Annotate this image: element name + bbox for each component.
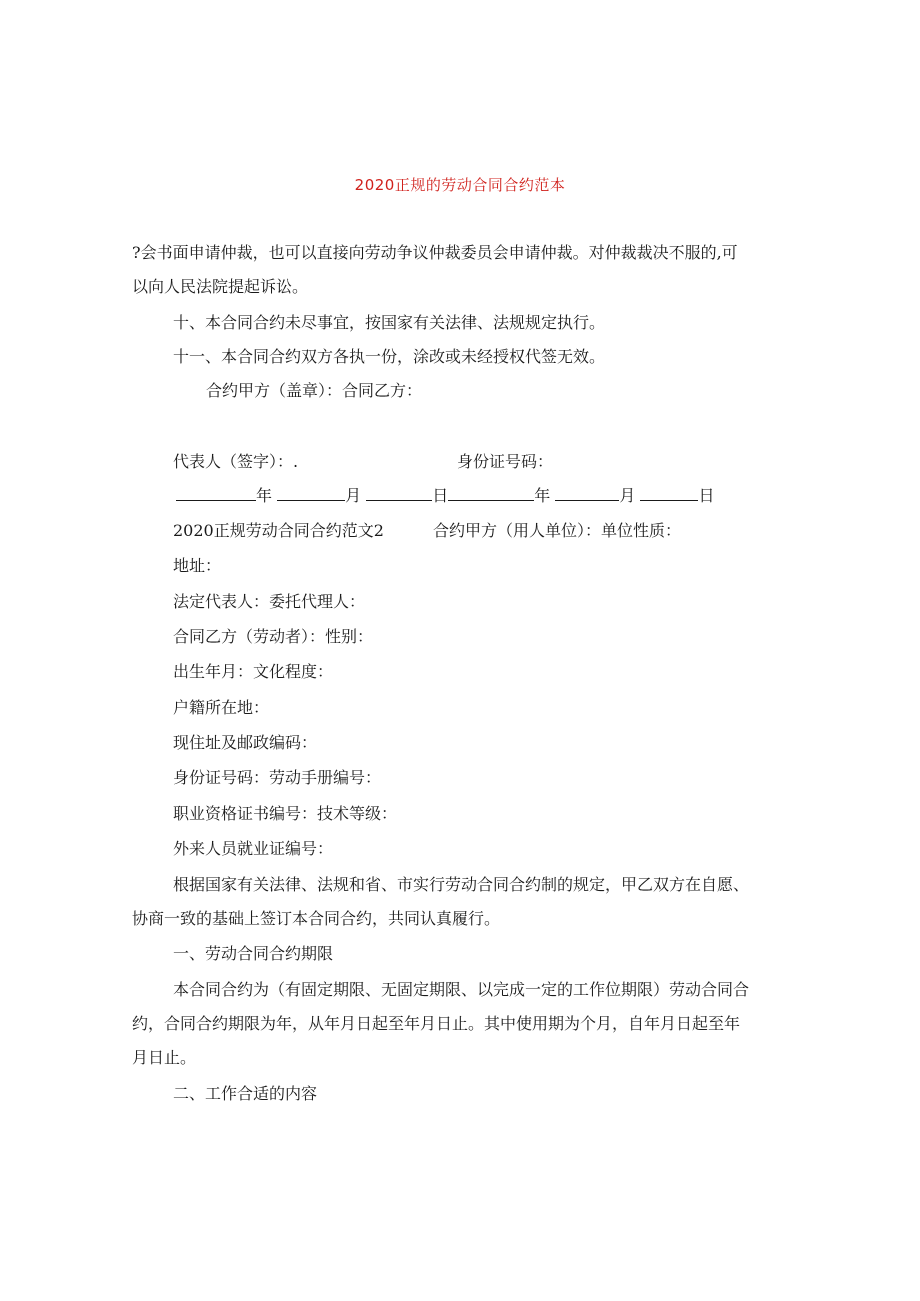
- year-blank-1: [176, 486, 256, 501]
- template-2-title: 2020正规劳动合同合约范文2: [173, 521, 384, 540]
- clause-10: 十、本合同合约未尽事宜，按国家有关法律、法规规定执行。: [173, 313, 606, 332]
- household-registration-field: 户籍所在地：: [173, 698, 270, 717]
- date-fill-line: [176, 486, 714, 506]
- legal-representative-field: 法定代表人：委托代理人：: [173, 592, 366, 611]
- term-paragraph-line-1: 本合同合约为（有固定期限、无固定期限、以完成一定的工作位期限）劳动合同合: [173, 980, 750, 999]
- arbitration-paragraph-line-1: ?会书面申请仲裁，也可以直接向劳动争议仲裁委员会申请仲裁。对仲裁裁决不服的,可: [132, 243, 738, 262]
- term-paragraph-line-3: 月日止。: [132, 1048, 197, 1067]
- section-2-heading: 二、工作合适的内容: [173, 1084, 318, 1103]
- clause-11: 十一、本合同合约双方各执一份，涂改或未经授权代签无效。: [173, 347, 606, 366]
- id-number-label: 身份证号码：: [457, 452, 554, 471]
- certificate-level-field: 职业资格证书编号：技术等级：: [173, 804, 398, 823]
- document-title: 2020正规的劳动合同合约范本: [354, 176, 566, 194]
- migrant-permit-field: 外来人员就业证编号：: [173, 839, 334, 858]
- basis-paragraph-line-1: 根据国家有关法律、法规和省、市实行劳动合同合约制的规定，甲乙双方在自愿、: [173, 875, 750, 894]
- template-2-party-a: 合约甲方（用人单位）：单位性质：: [433, 521, 682, 540]
- birth-education-field: 出生年月：文化程度：: [173, 662, 334, 681]
- id-labor-book-field: 身份证号码：劳动手册编号：: [173, 768, 382, 787]
- section-1-heading: 一、劳动合同合约期限: [173, 944, 334, 963]
- year-blank-2: [448, 486, 534, 501]
- year-label-1: 年: [256, 486, 273, 505]
- day-label-1: 日: [432, 486, 449, 505]
- term-paragraph-line-2: 约，合同合约期限为年，从年月日起至年月日止。其中使用期为个月，自年月日起至年: [132, 1014, 741, 1033]
- month-label-1: 月: [345, 486, 362, 505]
- month-blank-2: [555, 486, 619, 501]
- current-address-field: 现住址及邮政编码：: [173, 733, 318, 752]
- arbitration-paragraph-line-2: 以向人民法院提起诉讼。: [132, 277, 309, 296]
- basis-paragraph-line-2: 协商一致的基础上签订本合同合约，共同认真履行。: [132, 909, 501, 928]
- year-label-2: 年: [534, 486, 551, 505]
- day-blank-1: [366, 486, 432, 501]
- day-label-2: 日: [698, 486, 715, 505]
- address-field: 地址：: [173, 556, 222, 575]
- day-blank-2: [640, 486, 698, 501]
- party-b-field: 合同乙方（劳动者）：性别：: [173, 627, 374, 646]
- representative-signature-label: 代表人（签字）：.: [173, 452, 299, 471]
- parties-signature-line: 合约甲方（盖章）：合同乙方：: [206, 381, 423, 400]
- month-label-2: 月: [619, 486, 636, 505]
- month-blank-1: [277, 486, 345, 501]
